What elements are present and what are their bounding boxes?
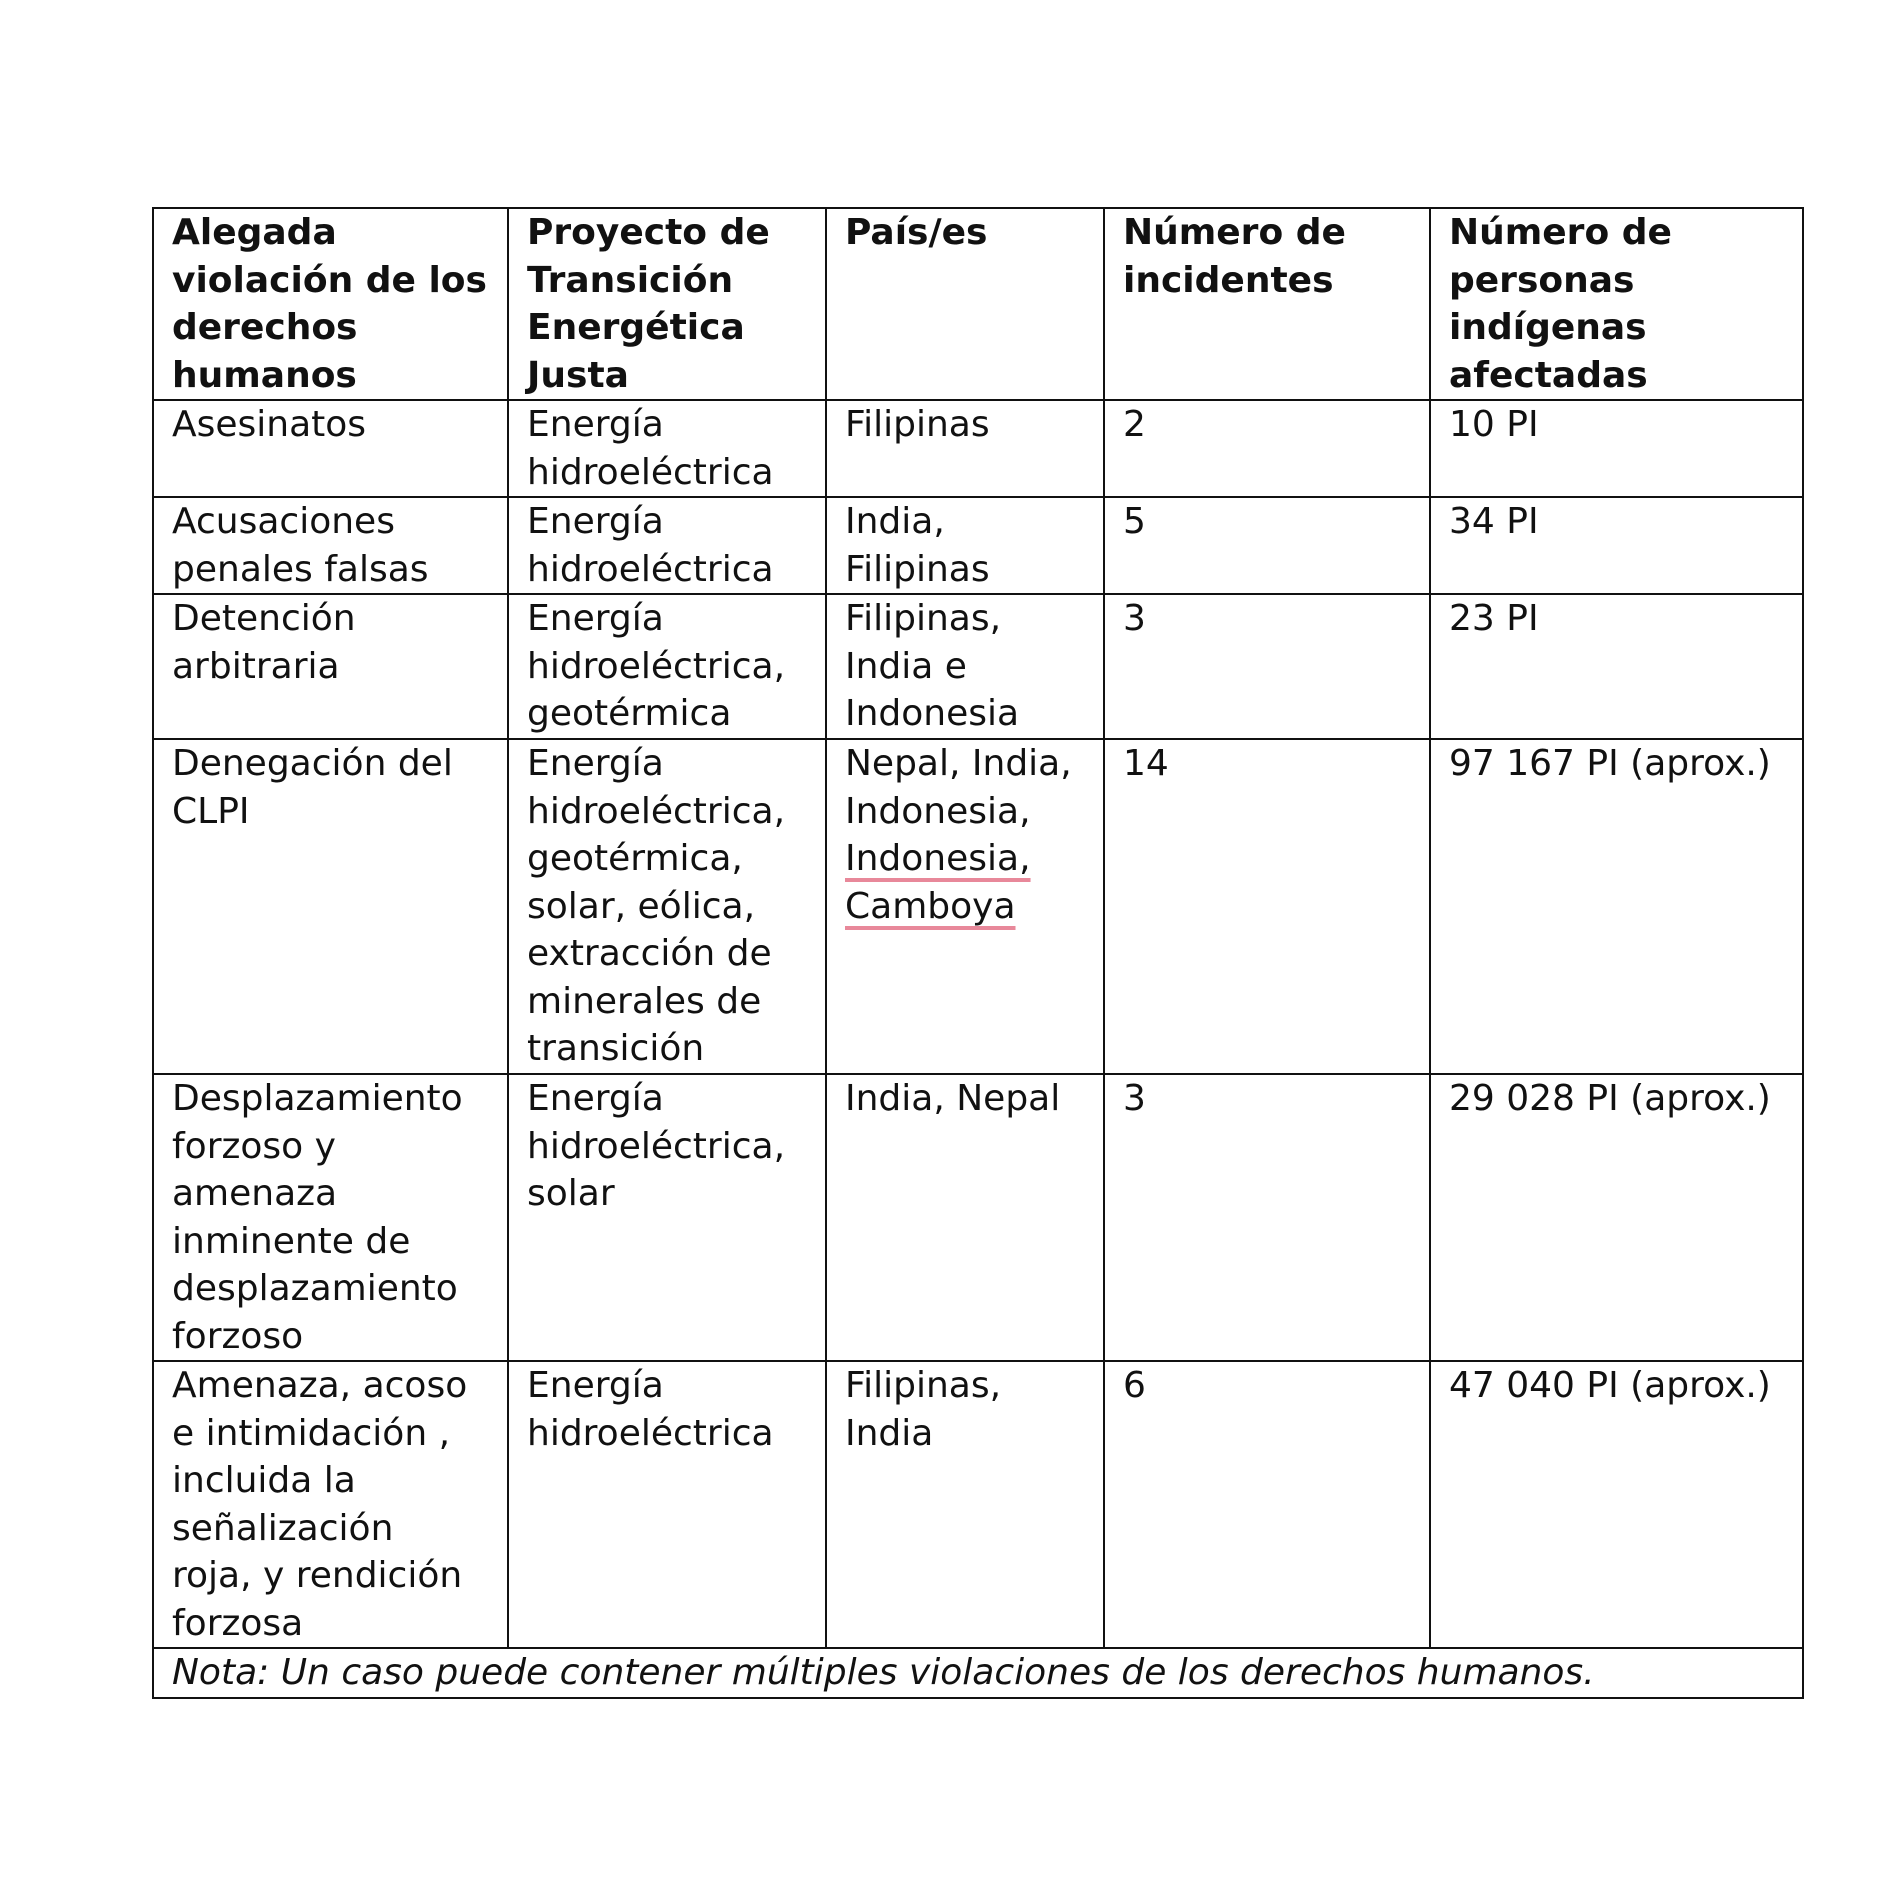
spellcheck-underline: Camboya [845,885,1016,927]
cell-affected: 23 PI [1430,594,1803,739]
cell-countries: Filipinas [826,400,1104,497]
cell-incidents: 3 [1104,1074,1430,1361]
table-row [153,594,1803,739]
cell-countries: Nepal, India, Indonesia, Indonesia, Camboya [826,739,1104,1074]
cell-violation: Asesinatos [153,400,508,497]
cell-violation: Denegación del CLPI [153,739,508,1074]
header-countries: País/es [826,208,1104,400]
cell-project: Energía hidroeléctrica, geotérmica, solar, eólica, extracción de minerales de transición [508,739,826,1074]
table-row [153,1361,1803,1648]
header-project: Proyecto de Transición Energética Justa [508,208,826,400]
cell-affected: 47 040 PI (aprox.) [1430,1361,1803,1648]
cell-affected: 34 PI [1430,497,1803,594]
cell-affected: 29 028 PI (aprox.) [1430,1074,1803,1361]
header-violation: Alegada violación de los derechos humanos [153,208,508,400]
cell-violation: Acusaciones penales falsas [153,497,508,594]
cell-project: Energía hidroeléctrica [508,400,826,497]
table-note: Nota: Un caso puede contener múltiples violaciones de los derechos humanos. [153,1648,1803,1698]
header-affected: Número de personas indígenas afectadas [1430,208,1803,400]
cell-incidents: 6 [1104,1361,1430,1648]
note-row [153,1648,1803,1698]
cell-incidents: 5 [1104,497,1430,594]
header-row [153,208,1803,400]
header-incidents: Número de incidentes [1104,208,1430,400]
cell-incidents: 3 [1104,594,1430,739]
spellcheck-underline: Indonesia, [845,838,1031,879]
cell-countries: Filipinas, India [826,1361,1104,1648]
table-row [153,497,1803,594]
cell-countries: Filipinas, India e Indonesia [826,594,1104,739]
cell-project: Energía hidroeléctrica, solar [508,1074,826,1361]
cell-affected: 10 PI [1430,400,1803,497]
cell-affected: 97 167 PI (aprox.) [1430,739,1803,1074]
table-row [153,739,1803,1074]
table-row [153,400,1803,497]
cell-project: Energía hidroeléctrica [508,1361,826,1648]
cell-countries: India, Nepal [826,1074,1104,1361]
human-rights-violations-table [152,207,1804,1699]
cell-incidents: 2 [1104,400,1430,497]
cell-project: Energía hidroeléctrica [508,497,826,594]
cell-violation: Desplazamiento forzoso y amenaza inminente de desplazamiento forzoso [153,1074,508,1361]
cell-incidents: 14 [1104,739,1430,1074]
cell-violation: Detención arbitraria [153,594,508,739]
table-row [153,1074,1803,1361]
cell-countries: India, Filipinas [826,497,1104,594]
cell-project: Energía hidroeléctrica, geotérmica [508,594,826,739]
cell-violation: Amenaza, acoso e intimidación , incluida la señalización roja, y rendición forzosa [153,1361,508,1648]
